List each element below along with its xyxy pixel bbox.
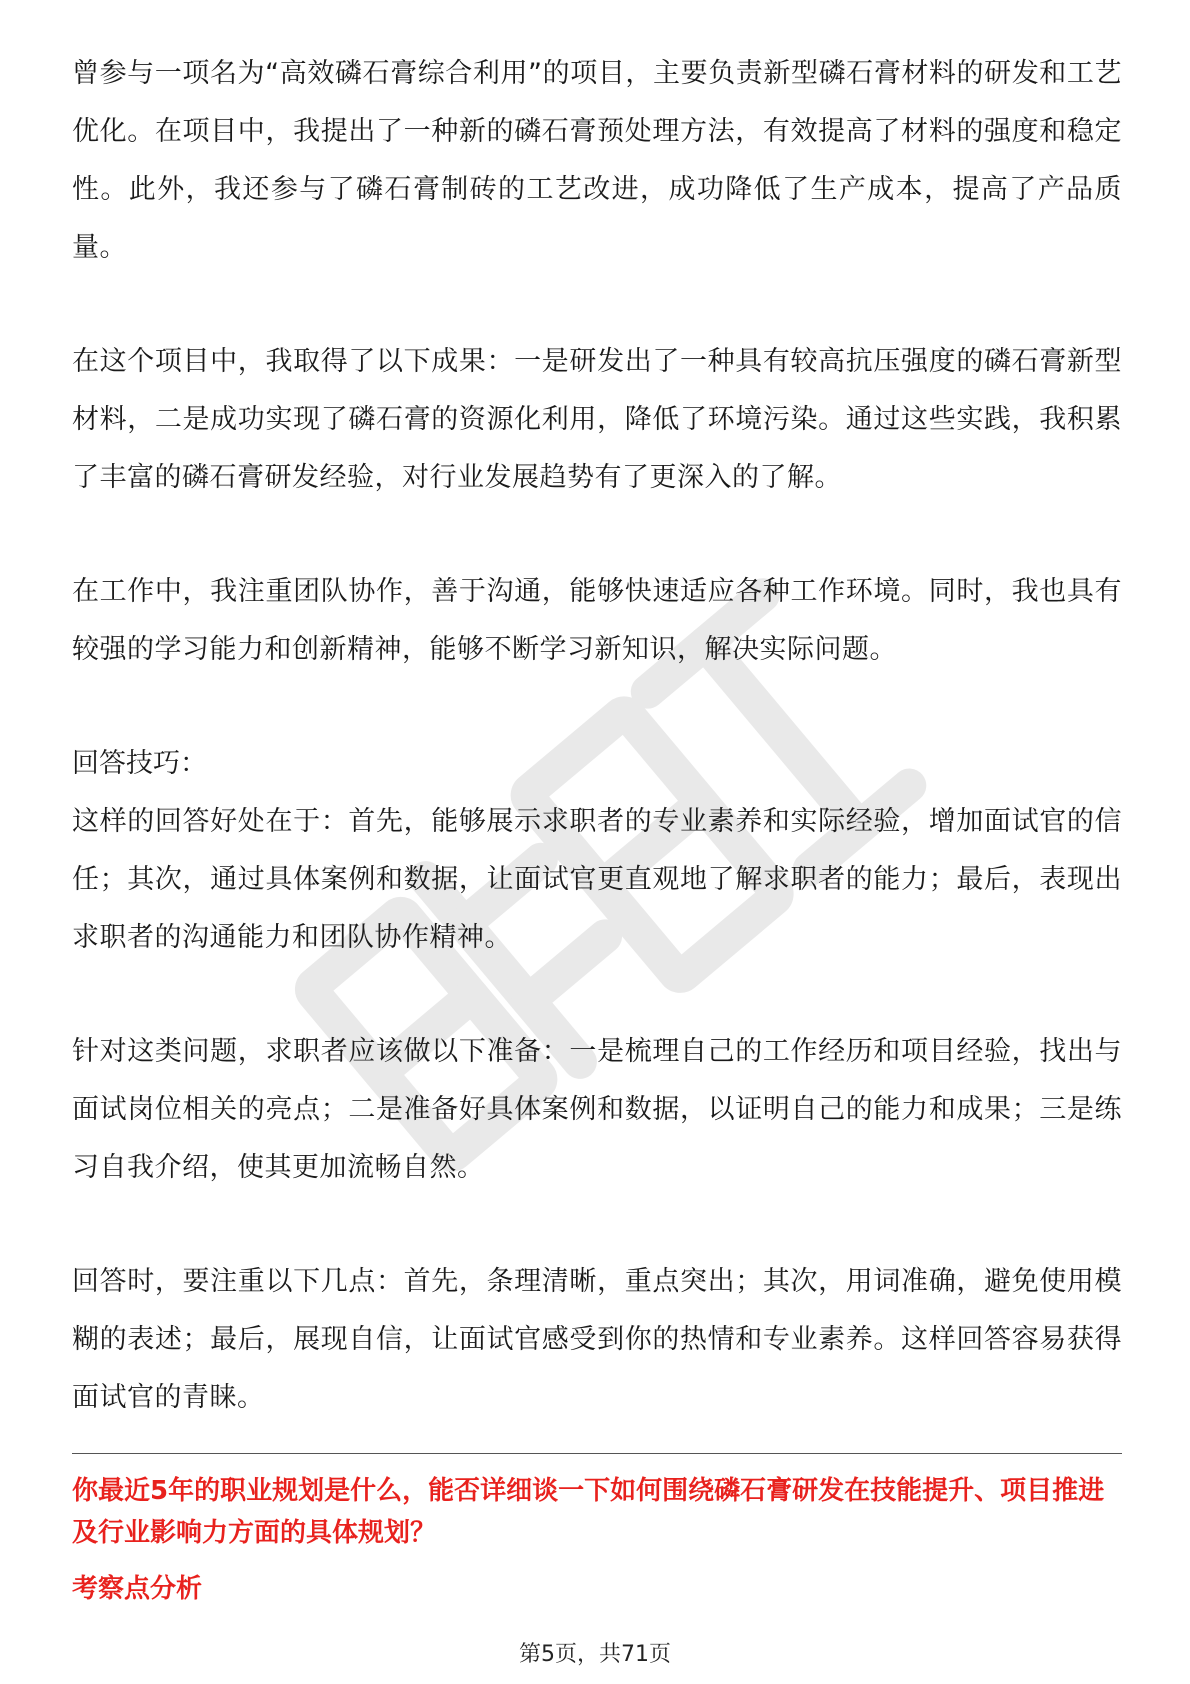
tips-label: 回答技巧： — [72, 748, 207, 779]
paragraph-teamwork: 在工作中，我注重团队协作，善于沟通，能够快速适应各种工作环境。同时，我也具有较强的学习能力和创新精神，能够不断学习新知识，解决实际问题。 — [72, 576, 1122, 665]
paragraph-answer-points: 回答时，要注重以下几点：首先，条理清晰，重点突出；其次，用词准确，避免使用模糊的表述；最后，展现自信，让面试官感受到你的热情和专业素养。这样回答容易获得面试官的青睐。 — [72, 1266, 1122, 1413]
section-divider — [72, 1453, 1122, 1454]
paragraph-project: 曾参与一项名为“高效磷石膏综合利用”的项目，主要负责新型磷石膏材料的研发和工艺优化。在项目中，我提出了一种新的磷石膏预处理方法，有效提高了材料的强度和稳定性。此外，我还参与了磷石膏制砖的工艺改进，成功降低了生产成本，提高了产品质量。 — [72, 58, 1122, 263]
body-content — [72, 45, 1122, 1427]
section-heading: 考察点分析 — [72, 1574, 203, 1604]
page-number-footer: 第5页，共71页 — [519, 1642, 671, 1667]
paragraph-preparation: 针对这类问题，求职者应该做以下准备：一是梳理自己的工作经历和项目经验，找出与面试岗位相关的亮点；二是准备好具体案例和数据，以证明自己的能力和成果；三是练习自我介绍，使其更加流畅自然。 — [72, 1036, 1122, 1183]
paragraph-tips-benefits: 这样的回答好处在于：首先，能够展示求职者的专业素养和实际经验，增加面试官的信任；其次，通过具体案例和数据，让面试官更直观地了解求职者的能力；最后，表现出求职者的沟通能力和团队协作精神。 — [72, 806, 1122, 953]
paragraph-achievements: 在这个项目中，我取得了以下成果：一是研发出了一种具有较高抗压强度的磷石膏新型材料，二是成功实现了磷石膏的资源化利用，降低了环境污染。通过这些实践，我积累了丰富的磷石膏研发经验，对行业发展趋势有了更深入的了解。 — [72, 346, 1122, 493]
interview-question: 你最近5年的职业规划是什么，能否详细谈一下如何围绕磷石膏研发在技能提升、项目推进及行业影响力方面的具体规划？ — [72, 1476, 1105, 1548]
